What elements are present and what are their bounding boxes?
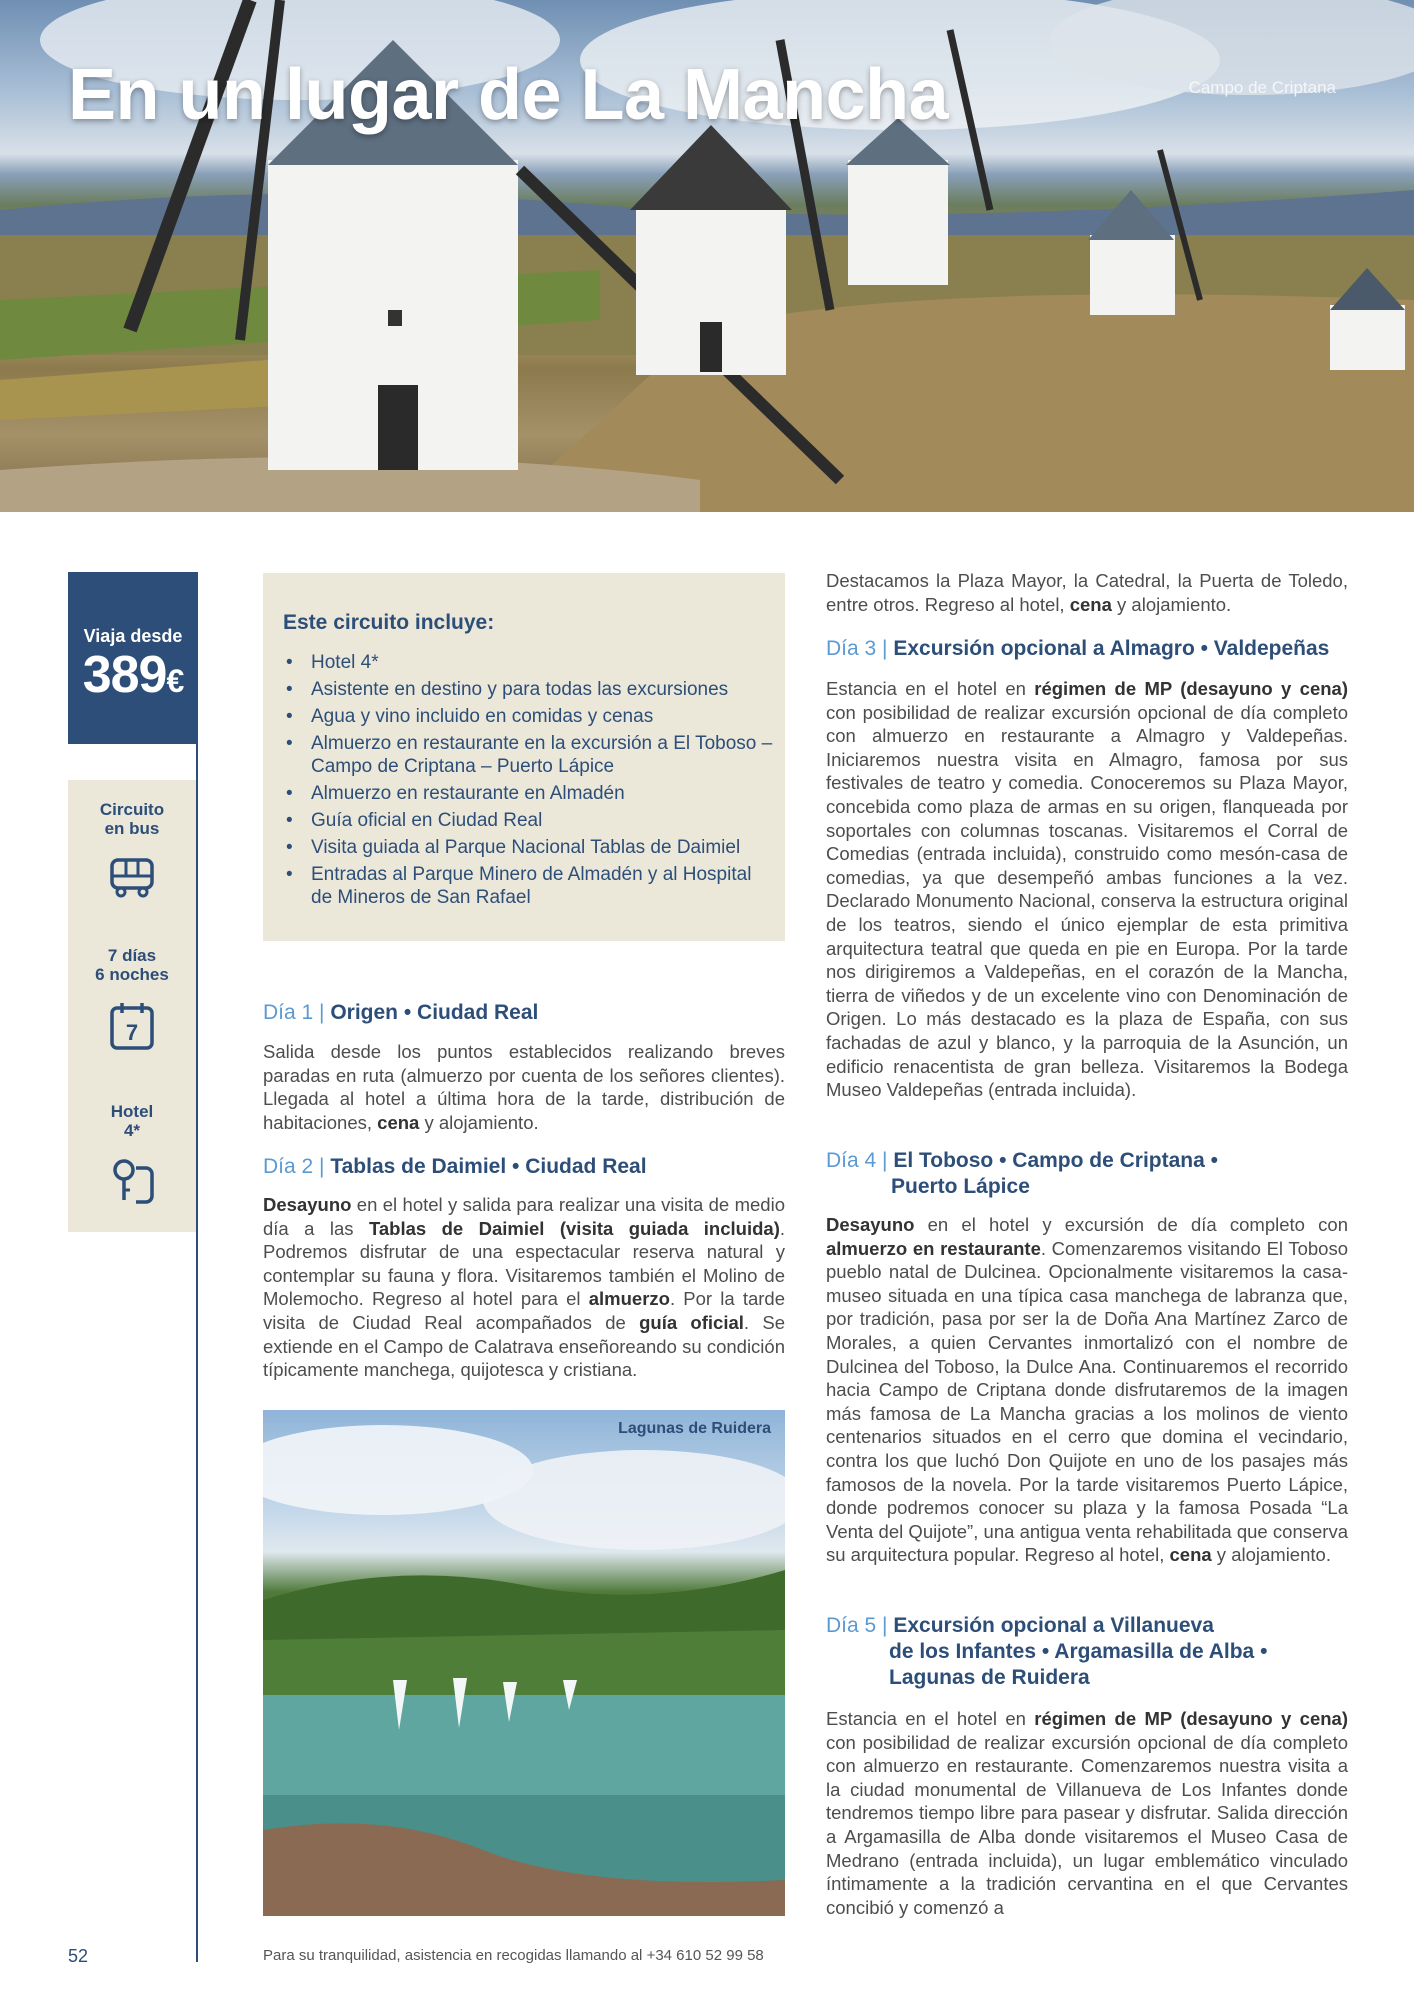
includes-box (263, 573, 785, 941)
hero-image (0, 0, 1414, 512)
day-1-text: Salida desde los puntos establecidos realizando breves paradas en ruta (almuerzo por cuenta de los señores clientes). Llegada al hotel a última hora de la tarde, distribución de habitaciones, cena y alojamiento. (263, 1041, 785, 1133)
day-3-heading: Día 3 | Excursión opcional a Almagro • Valdepeñas (826, 637, 1330, 660)
day-5-heading: Día 5 | Excursión opcional a Villanueva de los Infantes • Argamasilla de Alba • Lagunas de Ruidera (826, 1614, 1268, 1689)
day-2-heading: Día 2 | Tablas de Daimiel • Ciudad Real (263, 1155, 647, 1178)
list-item: • Agua y vino incluido en comidas y cenas (283, 705, 773, 728)
list-item: • Entradas al Parque Minero de Almadén y al Hospital de Mineros de San Rafael (283, 863, 773, 909)
lake-photo (263, 1410, 785, 1916)
hero-caption: Campo de Criptana (1188, 78, 1336, 97)
list-item: • Almuerzo en restaurante en la excursión a El Toboso – Campo de Criptana – Puerto Lápice (283, 732, 773, 778)
list-item: • Visita guiada al Parque Nacional Tablas de Daimiel (283, 836, 773, 859)
day-1-heading: Día 1 | Origen • Ciudad Real (263, 1001, 539, 1024)
footer-note: Para su tranquilidad, asistencia en recogidas llamando al +34 610 52 99 58 (263, 1947, 764, 1964)
list-item: • Guía oficial en Ciudad Real (283, 809, 773, 832)
phone-number: +34 610 52 99 58 (646, 1947, 764, 1964)
svg-text:7: 7 (125, 1020, 139, 1045)
hotel-key-icon (106, 1154, 158, 1206)
list-item: • Hotel 4* (283, 651, 773, 674)
day-4-heading: Día 4 | El Toboso • Campo de Criptana • Puerto Lápice (826, 1149, 1218, 1198)
day-2-text: Desayuno en el hotel y salida para realizar una visita de medio día a las Tablas de Daimiel (visita guiada incluida). Podremos disfrutar de una espectacular reserva natural y contemplar su fauna y flora. Visitaremos también el Molino de Molemocho. Regreso al hotel para el almuerzo. Por la tarde visita de Ciudad Real acompañados de guía oficial. Se extiende en el Campo de Calatrava enseñoreando su condición típicamente manchega, quijotesca y cristiana. (263, 1194, 785, 1381)
page-number: 52 (68, 1946, 89, 1966)
feature-hotel: Hotel 4* (110, 1102, 154, 1140)
day-4-text: Desayuno en el hotel y excursión de día completo con almuerzo en restaurante. Comenzaremos visitando El Toboso pueblo natal de Dulcinea. Opcionalmente visitaremos la casa-museo situada en una típica casa manchega de labranza que, por tradición, pasa por ser la de Doña Ana Martínez Zarco de Morales, a quien Cervantes inmortalizó con el nombre de Dulcinea del Toboso, la Dulce Ana. Continuaremos el recorrido hacia Campo de Criptana donde disfrutaremos de la imagen más famosa de La Mancha gracias a los molinos de viento centenarios situados en el cerro que domina el vecindario, contra los que luchó Don Quijote en uno de los pasajes más famosos de la novela. Por la tarde visitaremos Puerto Lápice, donde podremos conocer su plaza y la famosa Posada “La Venta del Quijote”, una antigua venta rehabilitada que conserva su arquitectura popular. Regreso al hotel, cena y alojamiento. (826, 1214, 1349, 1566)
list-item: • Asistente en destino y para todas las excursiones (283, 678, 773, 701)
calendar-icon (106, 1000, 158, 1052)
feature-duration: 7 días 6 noches (95, 946, 169, 984)
feature-bus: Circuito en bus (99, 800, 165, 838)
trip-features-panel (68, 780, 196, 1232)
price-value: 389€ (82, 646, 184, 704)
lake-caption: Lagunas de Ruidera (618, 1420, 771, 1437)
includes-list (283, 651, 773, 913)
page-title: En un lugar de La Mancha (68, 55, 949, 135)
includes-title: Este circuito incluye: (283, 611, 495, 634)
lake-illustration (263, 1410, 785, 1916)
day-3-text: Estancia en el hotel en régimen de MP (desayuno y cena) con posibilidad de realizar excursión opcional de día completo con almuerzo en restaurante a Almagro y Valdepeñas. Iniciaremos nuestra visita en Almagro, famosa por sus festivales de teatro y comedia. Conoceremos su Plaza Mayor, concebida como plaza de armas en su origen, flanqueada por soportales con columnas toscanas. Visitaremos el Corral de Comedias (entrada incluida), construido como mesón-casa de comedias, ya que desempeñó ambas funciones a la vez. Declarado Monumento Nacional, conserva la estructura original de los teatros, siendo el único ejemplar de esta primitiva arquitectura teatral que queda en pie en Europa. Por la tarde nos dirigiremos a Valdepeñas, en el corazón de la Mancha, tierra de viñedos y de un excelente vino con Denominación de Origen. Lo más destacado es la plaza de España, con sus fachadas de azul y blanco, y la parroquia de la Asunción, un edificio renacentista de gran belleza. Visitaremos la Bodega Museo Valdepeñas (entrada incluida). (826, 678, 1349, 1101)
bus-icon (106, 850, 158, 902)
day-2-continued-text: Destacamos la Plaza Mayor, la Catedral, la Puerta de Toledo, entre otros. Regreso al hotel, cena y alojamiento. (826, 570, 1348, 615)
price-box (68, 572, 198, 744)
list-item: • Almuerzo en restaurante en Almadén (283, 782, 773, 805)
day-5-text: Estancia en el hotel en régimen de MP (desayuno y cena) con posibilidad de realizar excursión opcional de día completo con almuerzo en restaurante. Comenzaremos nuestra visita a la ciudad monumental de Villanueva de Los Infantes donde tendremos tiempo libre para pasear y disfrutar. Salida dirección a Argamasilla de Alba donde visitaremos el Museo Casa de Medrano (entrada incluida), un lugar emblemático vinculado íntimamente a la tradición cervantina en el que Cervantes concibió y comenzó a (826, 1708, 1349, 1918)
sidebar-divider (196, 572, 198, 1962)
price-label: Viaja desde (83, 626, 183, 646)
